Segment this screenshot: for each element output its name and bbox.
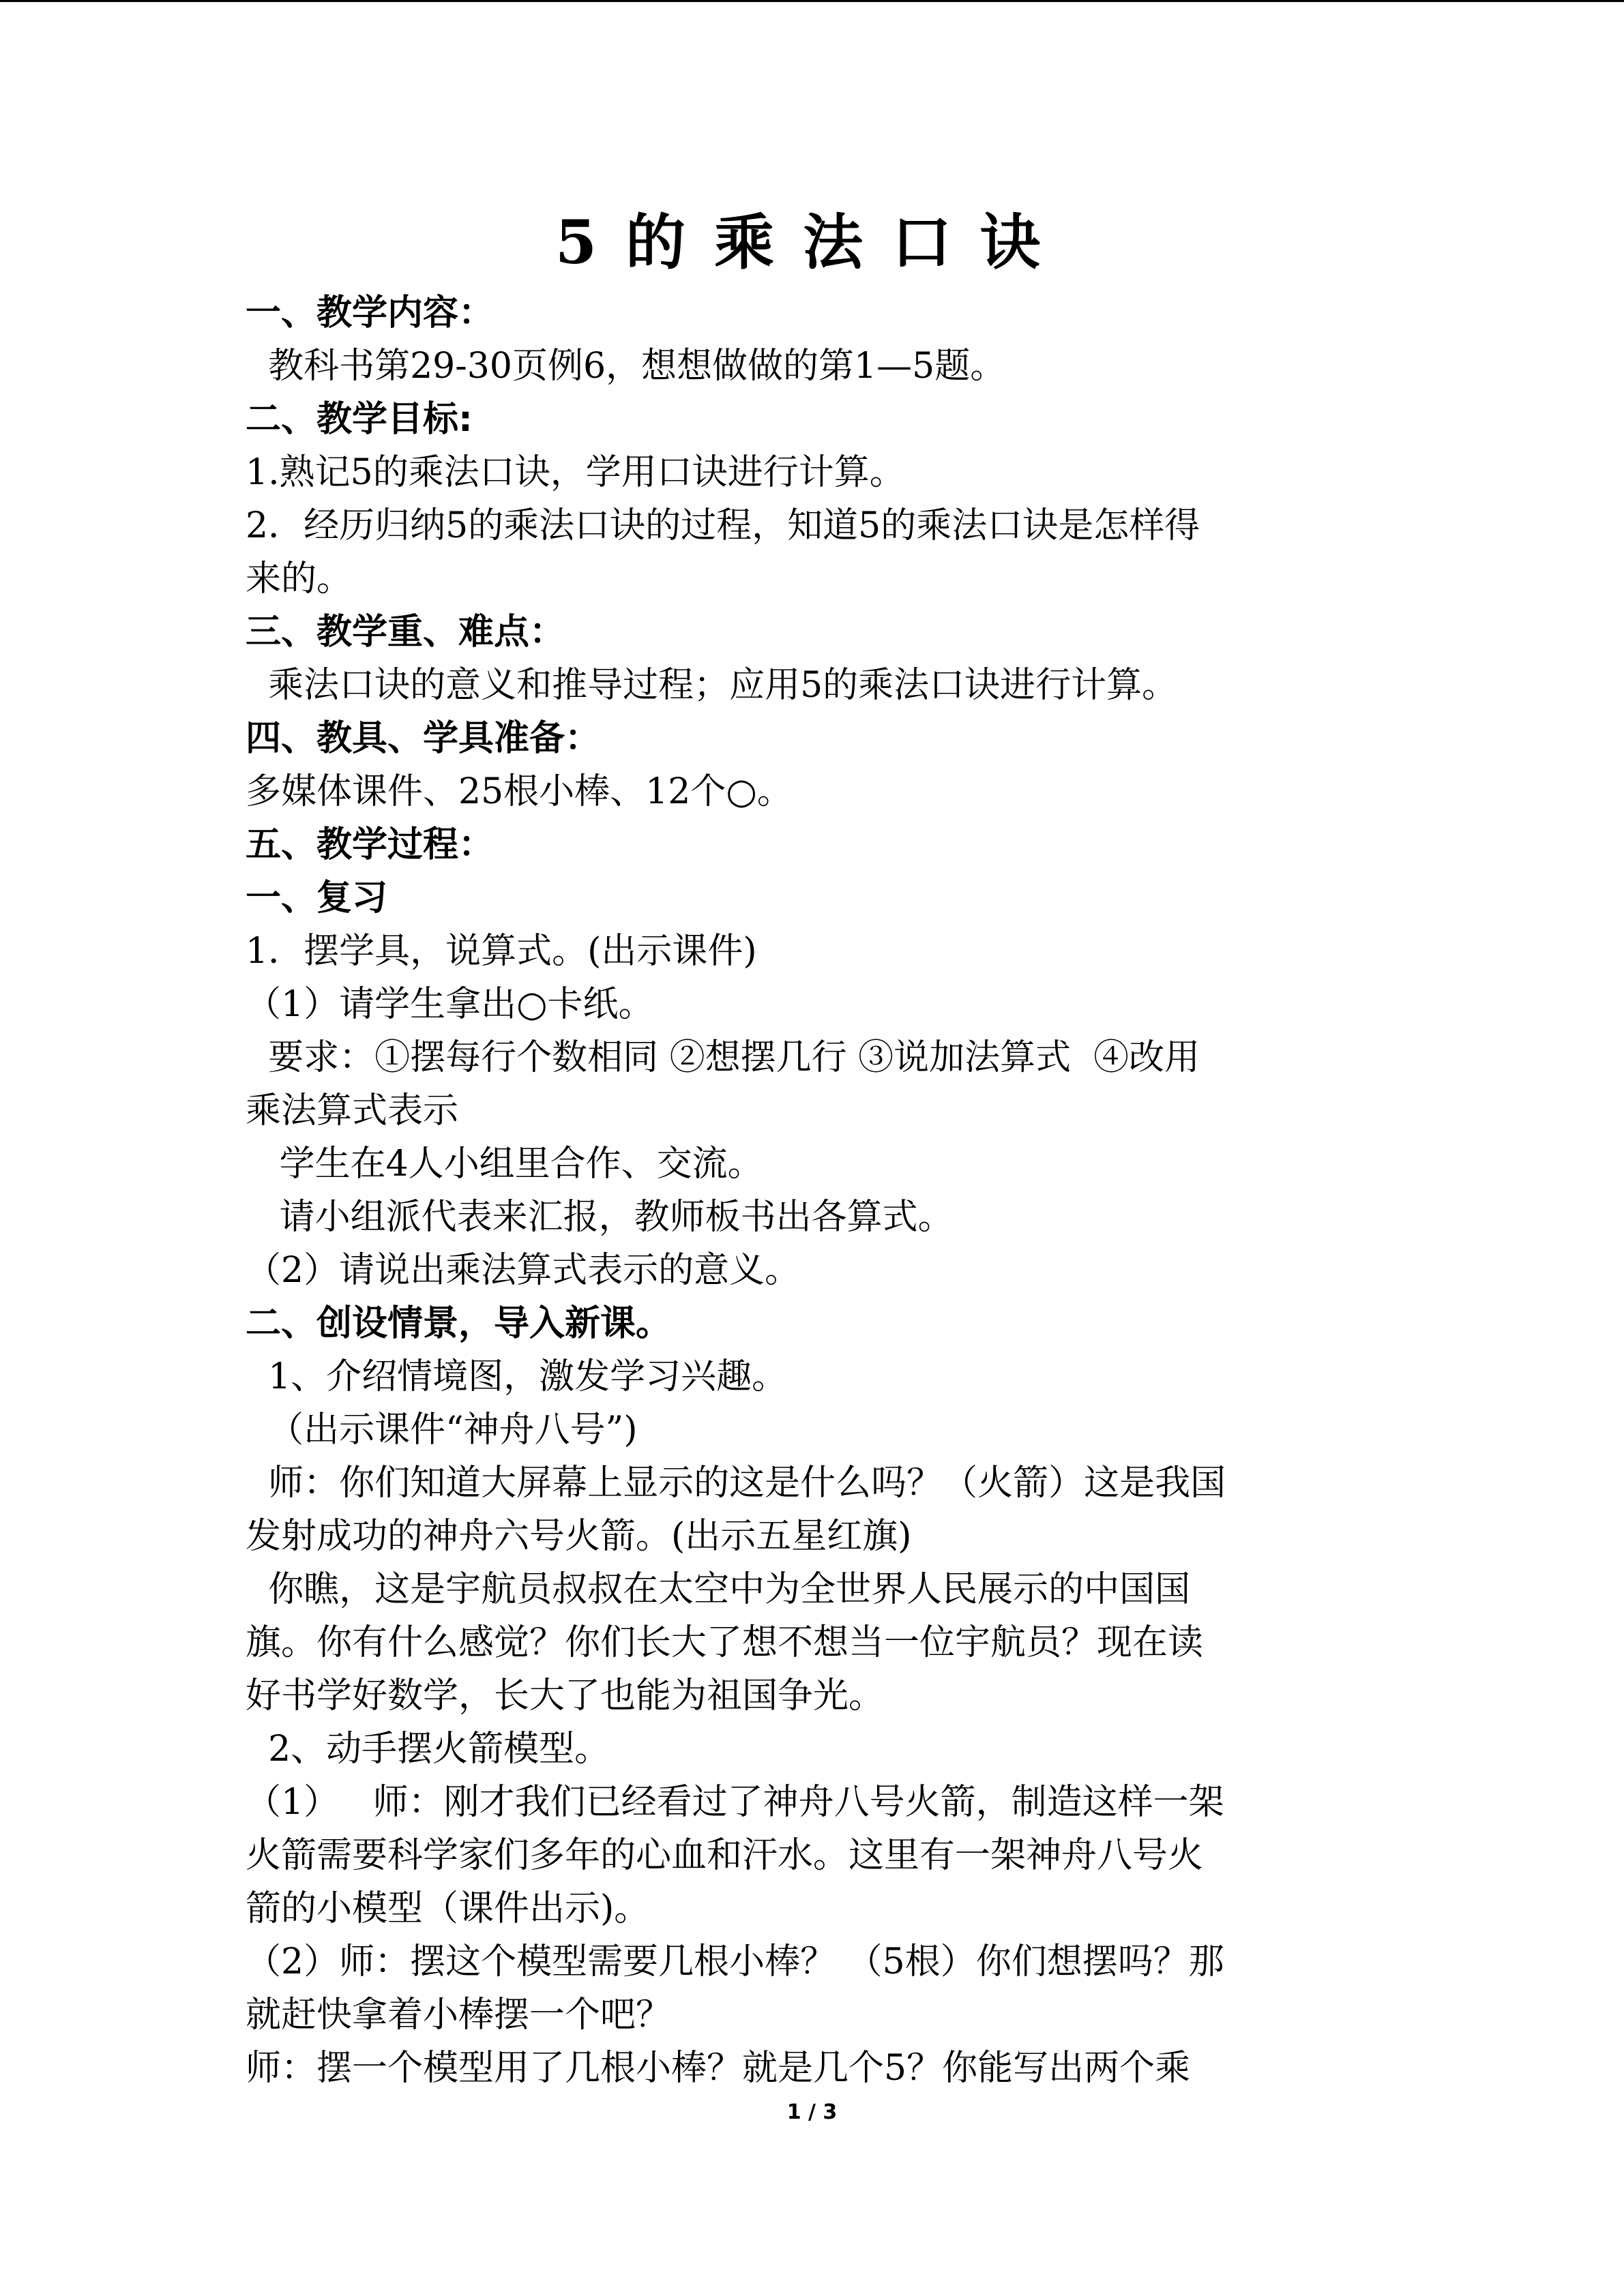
text-line: 请小组派代表来汇报，教师板书出各算式。 bbox=[246, 1197, 954, 1238]
section-heading: 三、教学重、难点： bbox=[246, 612, 565, 653]
text-line: 2．经历归纳5的乘法口诀的过程，知道5的乘法口诀是怎样得 bbox=[246, 505, 1200, 546]
text-line: 你瞧，这是宇航员叔叔在太空中为全世界人民展示的中国国 bbox=[246, 1569, 1191, 1610]
text-line: 箭的小模型（课件出示)。 bbox=[246, 1888, 650, 1929]
text-line: 1．摆学具，说算式。(出示课件) bbox=[246, 931, 757, 972]
text-line: 多媒体课件、25根小棒、12个○。 bbox=[246, 771, 793, 812]
page-number: 1 / 3 bbox=[786, 2100, 838, 2124]
text-line: 乘法口诀的意义和推导过程；应用5的乘法口诀进行计算。 bbox=[246, 665, 1178, 706]
text-line: 火箭需要科学家们多年的心血和汗水。这里有一架神舟八号火 bbox=[246, 1835, 1204, 1876]
text-line: （1）请学生拿出○卡纸。 bbox=[246, 984, 654, 1025]
text-line: （出示课件“神舟八号”) bbox=[246, 1410, 638, 1450]
section-heading: 一、复习 bbox=[246, 878, 388, 919]
section-heading: 二、创设情景，导入新课。 bbox=[246, 1303, 672, 1344]
text-line: 发射成功的神舟六号火箭。(出示五星红旗) bbox=[246, 1516, 912, 1557]
document-body bbox=[246, 286, 1385, 2095]
text-line: 教科书第29-30页例6，想想做做的第1—5题。 bbox=[246, 346, 1006, 387]
text-line: （2）请说出乘法算式表示的意义。 bbox=[246, 1250, 801, 1291]
text-line: 师：你们知道大屏幕上显示的这是什么吗？（火箭）这是我国 bbox=[246, 1463, 1226, 1504]
text-line: 学生在4人小组里合作、交流。 bbox=[246, 1144, 763, 1184]
text-line: 来的。 bbox=[246, 558, 353, 599]
page-title: 5的乘法口诀 bbox=[555, 207, 1069, 278]
text-line: 就赶快拿着小棒摆一个吧？ bbox=[246, 1995, 672, 2036]
text-line: 好书学好数学，长大了也能为祖国争光。 bbox=[246, 1675, 885, 1716]
text-line: 旗。你有什么感觉？你们长大了想不想当一位宇航员？现在读 bbox=[246, 1622, 1204, 1663]
text-line: 1.熟记5的乘法口诀，学用口诀进行计算。 bbox=[246, 452, 905, 493]
section-heading: 四、教具、学具准备： bbox=[246, 718, 601, 759]
text-line: （1） 师：刚才我们已经看过了神舟八号火箭，制造这样一架 bbox=[246, 1782, 1224, 1823]
text-line: 师：摆一个模型用了几根小棒？就是几个5？你能写出两个乘 bbox=[246, 2048, 1191, 2089]
text-line: 乘法算式表示 bbox=[246, 1090, 459, 1131]
section-heading: 五、教学过程： bbox=[246, 824, 494, 865]
section-heading: 二、教学目标: bbox=[246, 399, 473, 440]
text-line: 1、介绍情境图，激发学习兴趣。 bbox=[246, 1356, 788, 1397]
section-heading: 一、教学内容： bbox=[246, 293, 494, 333]
text-line: （2）师：摆这个模型需要几根小棒？ （5根）你们想摆吗？那 bbox=[246, 1941, 1224, 1982]
text-line: 2、动手摆火箭模型。 bbox=[246, 1729, 610, 1770]
text-line: 要求：①摆每行个数相同 ②想摆几行 ③说加法算式 ④改用 bbox=[246, 1037, 1200, 1078]
top-border-line bbox=[0, 0, 1624, 2]
